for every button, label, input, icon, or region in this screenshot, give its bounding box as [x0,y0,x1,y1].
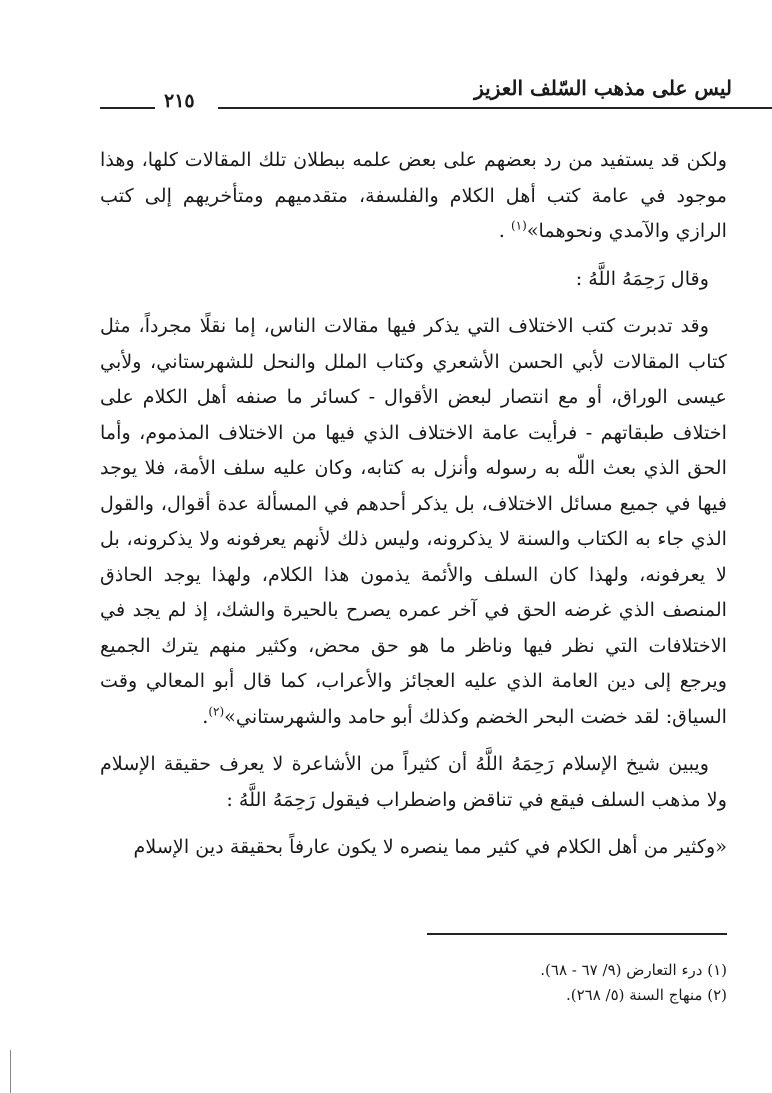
page-header [100,62,732,110]
main-text [100,142,727,865]
paragraph-5: «وكثير من أهل الكلام في كثير مما ينصره لا يكون عارفاً بحقيقة دين الإسلام [133,835,727,858]
header-rule-right [218,107,772,109]
footnote-ref-2: (٢) [208,704,225,719]
running-title: ليس على مذهب السّلف العزيز [474,76,732,100]
paragraph-4: ويبين شيخ الإسلام رَحِمَهُ اللَّهُ أن كثيراً من الأشاعرة لا يعرف حقيقة الإسلام ولا مذهب السلف فيقع في تناقض واضطراب فيقول رَحِمَهُ اللَّهُ : [100,752,727,811]
footnote-rule [427,933,727,935]
footnote-ref-1: (١) [510,218,527,233]
paragraph-2: وقال رَحِمَهُ اللَّهُ : [575,266,709,290]
scan-margin-line [10,1050,11,1093]
paragraph-3-text: وقد تدبرت كتب الاختلاف التي يذكر فيها مقالات الناس، إما نقلًا مجرداً، مثل كتاب المقالات لأبي الحسن الأشعري وكتاب الملل والنحل للشهرستاني، ولأبي عيسى الوراق، أو مع انتصار لبعض الأقوال - كسائر ما صنفه أهل الكلام على اختلاف طبقاتهم - فرأيت عامة الاختلاف الذي فيها من الاختلاف المذموم، وأما الحق الذي بعث اللّه به رسوله وأنزل به كتابه، وكان عليه سلف الأمة، فلا يوجد فيها في جميع مسائل الاختلاف، بل يذكر أحدهم في المسألة عدة أقوال، والقول الذي جاء به الكتاب والسنة لا يذكرونه، وليس ذلك لأنهم يعرفونه ولا يذكرونه، بل لا يعرفونه، ولهذا كان السلف والأئمة يذمون هذا الكلام، ولهذا يوجد الحاذق المنصف الذي غرضه الحق في آخر عمره يصرح بالحيرة والشك، إذ لم يجد في الاختلافات التي نظر فيها وناظر ما هو حق محض، وكثير منهم يترك الجميع ويرجع إلى دين العامة الذي عليه العجائز والأعراب، كما قال أبو المعالي وقت السياق: لقد خضت البحر الخضم وكذلك أبو حامد والشهرستاني» [100,314,727,728]
footnote-2: (٢) منهاج السنة (٥/ ٢٦٨). [565,986,727,1004]
paragraph-1 [100,142,727,249]
footnotes [100,958,727,1008]
footnote-1: (١) درء التعارض (٩/ ٦٧ - ٦٨). [540,961,727,979]
paragraph-3-end: . [202,704,209,728]
page-number: ٢١٥ [164,90,195,112]
paragraph-1-end: . [498,219,505,242]
paragraph-3 [100,308,727,734]
page-number-area [100,88,326,112]
paragraph-1-text: ولكن قد يستفيد من رد بعضهم على بعض علمه ببطلان تلك المقالات كلها، وهذا موجود في عامة كتب أهل الكلام والفلسفة، متقدميهم ومتأخريهم إلى كتب الرازي والآمدي ونحوهما» [100,148,727,242]
header-rule-left [100,107,155,109]
